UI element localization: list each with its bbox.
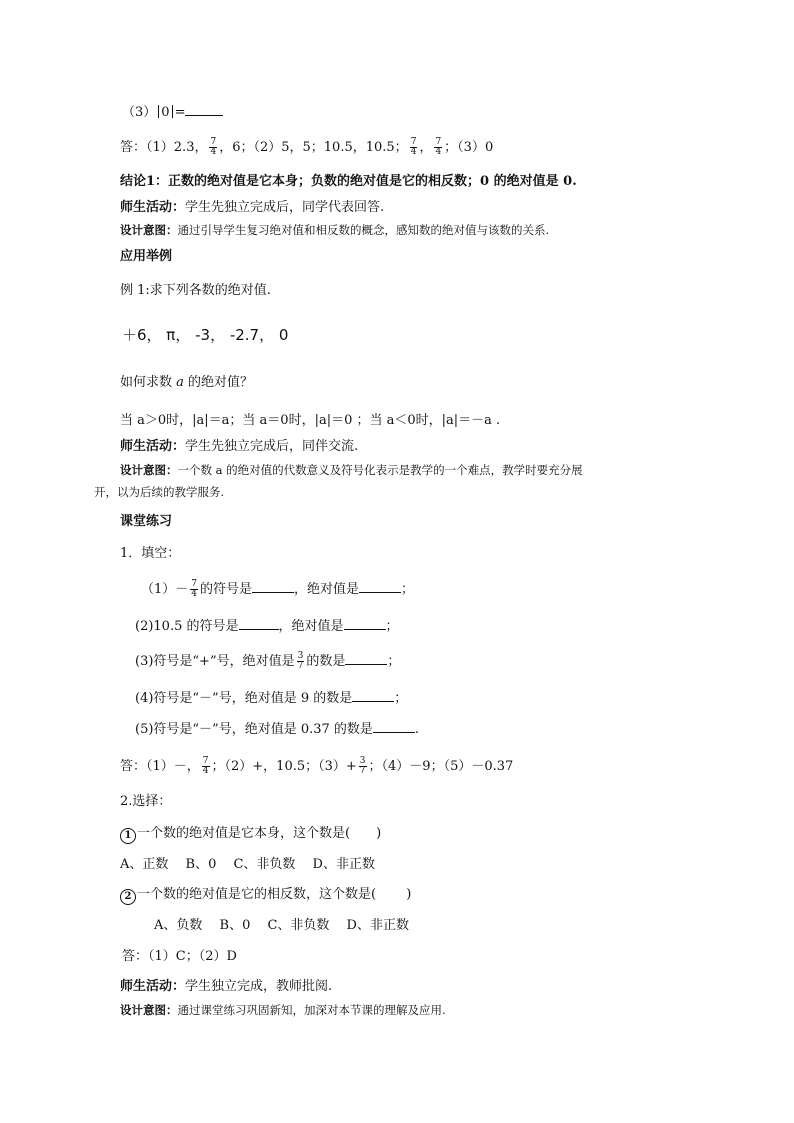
q1-4-pre: (4)符号是“－”号，绝对值是 9 的数是 bbox=[135, 691, 353, 706]
design-text: 通过引导学生复习绝对值和相反数的概念，感知数的绝对值与该数的关系. bbox=[177, 223, 550, 237]
activity-label: 师生活动： bbox=[120, 200, 186, 215]
design-2-line-2: 开，以为后续的教学服务. bbox=[94, 485, 225, 499]
answer-part-3: ；（3）0 bbox=[444, 140, 494, 155]
fraction-7-4 bbox=[202, 757, 210, 776]
q1-3-post: 的数是 bbox=[306, 654, 346, 669]
fraction-numerator: 7 bbox=[202, 756, 209, 766]
activity-text: 学生先独立完成后，同学代表回答. bbox=[185, 200, 385, 215]
q1-2-mid: ，绝对值是 bbox=[278, 619, 344, 634]
example-1: 例 1:求下列各数的绝对值. bbox=[120, 283, 271, 298]
answer-blank bbox=[373, 720, 415, 733]
fraction-denominator: 4 bbox=[202, 766, 209, 776]
design-label: 设计意图： bbox=[120, 223, 178, 237]
q2-2-options: A、负数 B、0 C、非负数 D、非正数 bbox=[154, 918, 409, 933]
activity-label: 师生活动： bbox=[120, 979, 186, 994]
answer-blank bbox=[239, 617, 279, 630]
activity-1 bbox=[120, 199, 384, 217]
q2-title: 2.选择： bbox=[120, 794, 172, 809]
fraction-denominator: 4 bbox=[191, 589, 198, 599]
abs-rule: 当 a＞0时，|a|＝a；当 a＝0时，|a|＝0 ；当 a＜0时，|a|＝－a . bbox=[120, 413, 501, 428]
fraction-numerator: 7 bbox=[410, 137, 417, 147]
activity-3 bbox=[120, 978, 332, 996]
q1-1-pre: （1）－ bbox=[141, 582, 189, 597]
activity-label: 师生活动： bbox=[120, 439, 186, 454]
q1-5 bbox=[135, 720, 419, 739]
question-3-line bbox=[122, 103, 223, 122]
fraction-numerator: 7 bbox=[435, 137, 442, 147]
fraction-denominator: 4 bbox=[210, 147, 217, 157]
q1-2-pre: (2)10.5 的符号是 bbox=[135, 619, 239, 634]
answer-separator: ， bbox=[419, 140, 433, 155]
design-3 bbox=[120, 1001, 446, 1019]
q3-value: 0 bbox=[161, 105, 170, 120]
fraction-denominator: 4 bbox=[435, 147, 442, 157]
q1-1-end: ； bbox=[401, 582, 415, 597]
q1-3-pre: (3)符号是“+”号，绝对值是 bbox=[135, 654, 295, 669]
fraction-7-4 bbox=[410, 138, 418, 157]
q1-5-pre: (5)符号是“－”号，绝对值是 0.37 的数是 bbox=[135, 722, 373, 737]
fraction-denominator: 4 bbox=[410, 147, 417, 157]
q1-3 bbox=[135, 652, 400, 671]
q2-answer: 答：（1）C；（2）D bbox=[122, 949, 237, 964]
fraction-7-4 bbox=[434, 138, 442, 157]
q1-3-end: ； bbox=[387, 654, 401, 669]
q2-1-text: 一个数的绝对值是它本身，这个数是( ) bbox=[137, 826, 382, 841]
fraction-numerator: 7 bbox=[210, 137, 217, 147]
design-label: 设计意图： bbox=[120, 463, 178, 477]
practice-heading: 课堂练习 bbox=[120, 514, 173, 529]
q1-answer-c: ；（4）－9；（5）－0.37 bbox=[368, 759, 514, 774]
fraction-numerator: 3 bbox=[359, 756, 366, 766]
q1-1-post: 的符号是 bbox=[200, 582, 253, 597]
answer-blank bbox=[352, 689, 394, 702]
abs-bar-left bbox=[158, 105, 159, 118]
q2-1 bbox=[120, 825, 381, 844]
q2-2 bbox=[120, 886, 411, 905]
q1-2-end: ； bbox=[385, 619, 399, 634]
q1-title: 1．填空： bbox=[120, 546, 181, 561]
fraction-numerator: 3 bbox=[297, 651, 304, 661]
answer-blank bbox=[344, 617, 386, 630]
answer-blank bbox=[345, 652, 387, 665]
conclusion-1 bbox=[120, 173, 577, 191]
abs-bar-right bbox=[172, 105, 173, 118]
answer-label: 答： bbox=[120, 140, 147, 155]
q1-4 bbox=[135, 689, 407, 708]
fraction-7-4 bbox=[190, 580, 198, 599]
conclusion-label: 结论1： bbox=[120, 174, 169, 189]
circled-number-1: 1 bbox=[120, 828, 136, 844]
fraction-numerator: 7 bbox=[191, 579, 198, 589]
answer-part-1: （1）2.3， bbox=[146, 140, 208, 155]
example-numbers: ＋6， π， -3， -2.7， 0 bbox=[122, 326, 289, 344]
fraction-denominator: 7 bbox=[297, 661, 304, 671]
fraction-3-7 bbox=[297, 652, 305, 671]
application-heading: 应用举例 bbox=[120, 249, 173, 264]
q1-answer bbox=[120, 757, 513, 776]
q2-1-options: A、正数 B、0 C、非负数 D、非正数 bbox=[120, 857, 375, 872]
design-text: 通过课堂练习巩固新知，加深对本节课的理解及应用. bbox=[177, 1003, 446, 1017]
answer-part-2: ，6；（2）5，5；10.5，10.5； bbox=[219, 140, 408, 155]
activity-text: 学生独立完成，教师批阅. bbox=[185, 979, 333, 994]
q1-answer-a: 答：（1）－， bbox=[120, 759, 200, 774]
q1-2 bbox=[135, 617, 399, 636]
q1-4-end: ； bbox=[394, 691, 408, 706]
activity-text: 学生先独立完成后，同伴交流. bbox=[185, 439, 359, 454]
answer-blank bbox=[252, 580, 294, 593]
q1-1-mid: ，绝对值是 bbox=[294, 582, 360, 597]
fraction-7-4 bbox=[209, 138, 217, 157]
design-label: 设计意图： bbox=[120, 1003, 178, 1017]
intro-answer-line bbox=[120, 138, 493, 157]
q1-5-end: . bbox=[414, 722, 420, 737]
question-variable: a bbox=[176, 375, 184, 390]
design-text-line-1: 一个数 a 的绝对值的代数意义及符号化表示是教学的一个难点，教学时要充分展 bbox=[177, 463, 583, 477]
conclusion-text: 正数的绝对值是它本身；负数的绝对值是它的相反数；0 的绝对值是 0. bbox=[168, 174, 577, 189]
q1-answer-b: ；（2）+，10.5；（3）+ bbox=[211, 759, 357, 774]
fraction-3-7 bbox=[359, 757, 367, 776]
activity-2 bbox=[120, 438, 358, 456]
answer-blank bbox=[185, 103, 223, 116]
circled-number-2: 2 bbox=[120, 889, 136, 905]
answer-blank bbox=[359, 580, 401, 593]
question-post: 的绝对值？ bbox=[183, 375, 254, 390]
design-2-line-1 bbox=[120, 461, 583, 479]
q2-2-text: 一个数的绝对值是它的相反数，这个数是( ) bbox=[137, 887, 412, 902]
q3-prefix: （3） bbox=[122, 105, 157, 120]
q3-equals: = bbox=[174, 105, 186, 120]
question-pre: 如何求数 bbox=[120, 375, 177, 390]
question-how bbox=[120, 374, 253, 392]
fraction-denominator: 7 bbox=[359, 766, 366, 776]
design-1 bbox=[120, 221, 549, 239]
q1-1 bbox=[141, 580, 414, 599]
